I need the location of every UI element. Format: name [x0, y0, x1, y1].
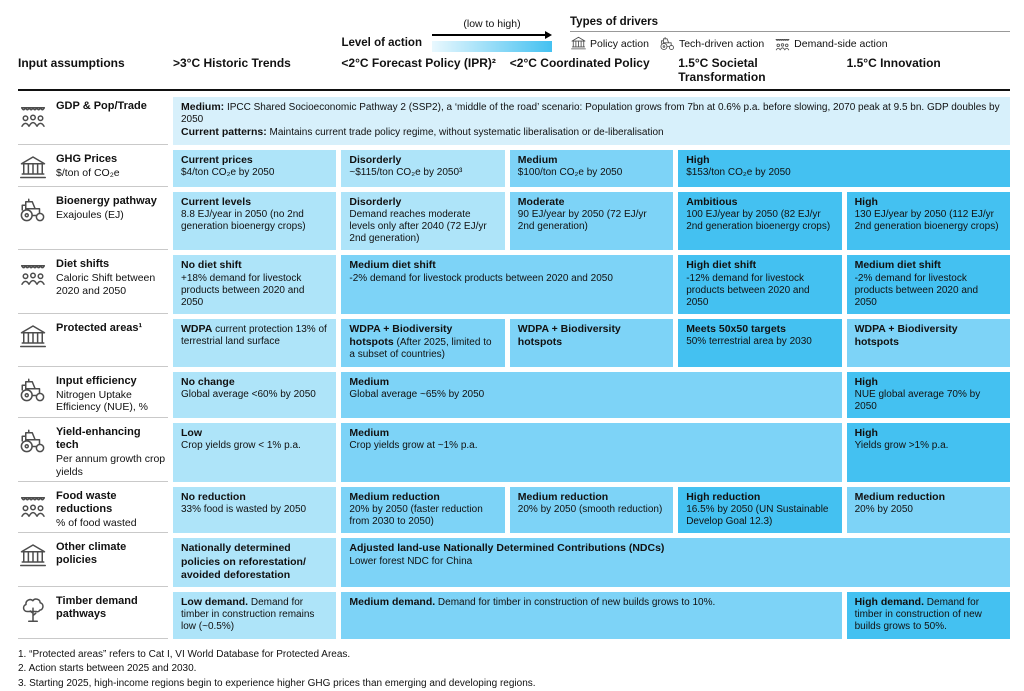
row-label: [18, 487, 168, 534]
row-label-title: Timber demand pathways: [56, 595, 138, 620]
table-row: [18, 372, 1010, 419]
scenario-cell: [678, 487, 841, 534]
cell-line: High: [854, 427, 878, 440]
bank-icon: [18, 541, 50, 571]
crowd-icon: [18, 490, 50, 520]
footnotes: [18, 648, 1010, 691]
row-label: [18, 592, 168, 639]
cell-line: Medium demand. Demand for timber in construction of new builds grows to 10%.: [349, 596, 716, 608]
scenario-cell: [173, 255, 336, 314]
cell-line: Current levels: [181, 195, 252, 208]
scenario-cell: [847, 423, 1010, 482]
crowd-icon: [18, 100, 50, 130]
row-label: [18, 255, 168, 314]
table-row: [18, 319, 1010, 367]
row-label-title: Input efficiency: [56, 374, 137, 387]
cell-line: Disorderly: [349, 153, 402, 166]
cell-line: $4/ton CO₂e by 2050: [181, 166, 275, 178]
scenario-cell: [173, 487, 336, 534]
cell-line: High diet shift: [686, 259, 757, 272]
row-label-sub: Exajoules (EJ): [56, 208, 124, 221]
bank-icon: [18, 322, 50, 352]
row-label-title: Diet shifts: [56, 258, 110, 271]
cell-line: Medium reduction: [854, 490, 946, 503]
table-body: [18, 97, 1010, 639]
table-row: [18, 423, 1010, 482]
cell-line: 8.8 EJ/year in 2050 (no 2nd generation bioenergy crops): [181, 208, 306, 232]
cell-line: Current prices: [181, 153, 253, 166]
tractor-icon: [18, 375, 50, 405]
cell-line: No change: [181, 375, 235, 388]
scenario-cell: [678, 255, 841, 314]
cell-line: Meets 50x50 targets: [686, 323, 786, 336]
cell-line: No reduction: [181, 490, 246, 503]
column-header: >3°C Historic Trends: [173, 56, 291, 70]
tractor-icon: [18, 195, 50, 225]
driver-item: [659, 35, 764, 52]
scenario-cell: [341, 423, 841, 482]
level-of-action-label: Level of action: [341, 37, 422, 49]
arrow-right-icon: [432, 31, 552, 39]
row-label: [18, 97, 168, 145]
scenario-cell: [173, 97, 1010, 145]
scenario-cell: [173, 538, 336, 587]
cell-line: No diet shift: [181, 259, 242, 272]
cell-line: High demand. Demand for timber in construction of new builds grows to 50%.: [854, 596, 982, 633]
types-of-drivers-title: Types of drivers: [570, 16, 1010, 32]
scenario-cell: [678, 192, 841, 251]
scenario-cell: [847, 592, 1010, 639]
crowd-icon: [774, 35, 791, 52]
cell-line: 130 EJ/year by 2050 (112 EJ/yr 2nd generation bioenergy crops): [854, 208, 999, 232]
cell-line: WDPA + Biodiversity hotspots: [517, 323, 621, 349]
cell-line: Disorderly: [349, 195, 402, 208]
types-of-drivers: [570, 16, 1010, 52]
cell-line: Global average <60% by 2050: [181, 388, 316, 400]
cell-line: 20% by 2050: [854, 504, 913, 516]
row-label: [18, 192, 168, 251]
table-row: [18, 97, 1010, 145]
cell-line: WDPA + Biodiversity hotspots: [854, 323, 958, 349]
cell-line: 20% by 2050 (smooth reduction): [517, 504, 663, 516]
scenario-cell: [173, 319, 336, 367]
row-label-title: Food waste reductions: [56, 489, 117, 515]
tractor-icon: [659, 35, 676, 52]
tractor-icon: [18, 426, 50, 456]
cell-line: -12% demand for livestock products between 2020 and 2050: [686, 272, 810, 308]
drivers-row: [570, 35, 1010, 52]
cell-line: Moderate: [517, 195, 565, 208]
cell-line: Low demand. Demand for timber in construction remains low (~0.5%): [181, 596, 315, 633]
row-label: [18, 372, 168, 419]
cell-line: 20% by 2050 (faster reduction from 2030 to 2050): [349, 504, 483, 528]
scenario-cell: [341, 192, 504, 251]
row-label: [18, 319, 168, 367]
cell-line: 33% food is wasted by 2050: [181, 504, 307, 516]
scenario-cell: [341, 592, 841, 639]
scenario-cell: [341, 538, 1010, 587]
input-assumptions-header: Input assumptions: [18, 56, 125, 70]
cell-line: NUE global average 70% by 2050: [854, 388, 981, 412]
footnote: 3. Starting 2025, high-income regions begin to experience higher GHG prices than emerging and developing regions.: [18, 677, 536, 689]
scenario-cell: [173, 192, 336, 251]
cell-line: 50% terrestrial area by 2030: [686, 336, 812, 348]
row-label-sub: Nitrogen Uptake Efficiency (NUE), %: [56, 388, 148, 413]
scenario-cell: [510, 192, 673, 251]
scenario-cell: [847, 319, 1010, 367]
table-row: [18, 592, 1010, 639]
row-label-title: Bioenergy pathway: [56, 194, 157, 207]
scenario-cell: [341, 319, 504, 367]
cell-line: Low: [181, 427, 202, 440]
scenario-cell: [173, 423, 336, 482]
scenario-cell: [173, 150, 336, 187]
table-row: [18, 255, 1010, 314]
cell-line: +18% demand for livestock products between 2020 and 2050: [181, 272, 305, 308]
cell-line: $153/ton CO₂e by 2050: [686, 166, 791, 178]
column-header: <2°C Forecast Policy (IPR)²: [341, 56, 496, 70]
cell-line: High reduction: [686, 490, 761, 503]
row-label-sub: Caloric Shift between 2020 and 2050: [56, 272, 156, 297]
row-label-sub: % of food wasted: [56, 516, 137, 529]
scenario-cell: [510, 487, 673, 534]
driver-label: Policy action: [590, 37, 649, 50]
cell-line: High: [854, 375, 878, 388]
row-label: [18, 423, 168, 482]
footnote: 2. Action starts between 2025 and 2030.: [18, 663, 197, 675]
bank-icon: [570, 35, 587, 52]
row-label-title: Protected areas¹: [56, 322, 143, 335]
column-header: 1.5°C Innovation: [846, 56, 941, 70]
cell-line: Medium: IPCC Shared Socioeconomic Pathway 2 (SSP2), a ‘middle of the road’ scenario: Population grows from 7bn at 0.6% p.a. before slowing, 2070 peak at 9.5 bn. GDP doubles by 2050: [181, 101, 1000, 126]
cell-line: Global average ~65% by 2050: [349, 388, 485, 400]
legend: [18, 8, 1010, 52]
cell-line: Medium: [517, 153, 558, 166]
scenario-cell: [341, 255, 673, 314]
scenario-cell: [847, 255, 1010, 314]
cell-line: Current patterns: Maintains current trade policy regime, without systematic liberalisation or de-liberalisation: [181, 126, 664, 139]
cell-line: Medium: [349, 375, 390, 388]
column-header: <2°C Coordinated Policy: [509, 56, 650, 70]
scenario-cell: [341, 487, 504, 534]
cell-line: Medium diet shift: [854, 259, 941, 272]
scenario-cell: [173, 592, 336, 639]
row-label-sub: Per annum growth crop yields: [56, 453, 166, 478]
cell-line: Medium: [349, 427, 390, 440]
cell-line: -2% demand for livestock products between 2020 and 2050: [854, 272, 979, 308]
crowd-icon: [18, 258, 50, 288]
cell-line: 16.5% by 2050 (UN Sustainable Develop Goal 12.3): [686, 504, 829, 528]
low-to-high-label: (low to high): [463, 18, 521, 30]
scenario-cell: [510, 150, 673, 187]
cell-line: 90 EJ/year by 2050 (72 EJ/yr 2nd generation): [517, 208, 647, 232]
cell-line: Demand reaches moderate levels only after 2040 (72 EJ/yr 2nd generation): [349, 208, 487, 245]
cell-line: WDPA + Biodiversity hotspots (After 2025, limited to a subset of countries): [349, 323, 492, 361]
scenario-cell: [678, 319, 841, 367]
row-label: [18, 150, 168, 187]
cell-line: Yields grow >1% p.a.: [854, 440, 949, 452]
row-label: [18, 538, 168, 587]
row-label-title: GHG Prices: [56, 152, 118, 165]
scenario-cell: [847, 487, 1010, 534]
cell-line: High: [854, 195, 878, 208]
table-header-row: [18, 56, 1010, 91]
cell-line: Nationally determined policies on reforestation/ avoided deforestation: [181, 542, 306, 581]
level-gradient-bar: [432, 41, 552, 52]
bank-icon: [18, 153, 50, 183]
scenario-cell: [341, 372, 841, 419]
cell-line: Medium reduction: [349, 490, 440, 503]
cell-line: -2% demand for livestock products between 2020 and 2050: [349, 272, 613, 284]
driver-label: Demand-side action: [794, 37, 888, 50]
cell-line: Crop yields grow < 1% p.a.: [181, 440, 301, 452]
scenario-cell: [847, 372, 1010, 419]
scenario-cell: [341, 150, 504, 187]
table-row: [18, 487, 1010, 534]
row-label-sub: $/ton of CO₂e: [56, 166, 120, 179]
scenario-cell: [847, 192, 1010, 251]
table-row: [18, 150, 1010, 187]
cell-line: WDPA current protection 13% of terrestrial land surface: [181, 323, 327, 348]
level-gradient-wrap: [432, 18, 552, 52]
row-label-title: GDP & Pop/Trade: [56, 100, 147, 112]
footnote: 1. “Protected areas” refers to Cat I, VI World Database for Protected Areas.: [18, 648, 351, 660]
driver-item: [774, 35, 887, 52]
cell-line: High: [686, 153, 710, 166]
cell-line: Adjusted land-use Nationally Determined Contributions (NDCs): [349, 542, 665, 555]
row-label-title: Other climate policies: [56, 541, 127, 567]
tree-icon: [18, 595, 50, 625]
cell-line: $100/ton CO₂e by 2050: [517, 166, 623, 178]
cell-line: Medium reduction: [517, 490, 609, 503]
scenario-cell: [173, 372, 336, 419]
scenario-cell: [510, 319, 673, 367]
cell-line: Ambitious: [686, 195, 738, 208]
table-row: [18, 192, 1010, 251]
driver-label: Tech-driven action: [678, 37, 765, 50]
row-label-title: Yield-enhancing tech: [56, 426, 141, 452]
cell-line: 100 EJ/year by 2050 (82 EJ/yr 2nd generation bioenergy crops): [686, 208, 831, 232]
column-header: 1.5°C Societal Transformation: [678, 56, 766, 84]
driver-item: [570, 35, 649, 52]
table-row: [18, 538, 1010, 587]
cell-line: ~$115/ton CO₂e by 2050³: [349, 166, 463, 178]
cell-line: Lower forest NDC for China: [349, 555, 473, 567]
cell-line: Crop yields grow at ~1% p.a.: [349, 440, 478, 452]
scenario-cell: [678, 150, 1010, 187]
cell-line: Medium diet shift: [349, 259, 436, 272]
level-of-action-group: [341, 18, 552, 52]
